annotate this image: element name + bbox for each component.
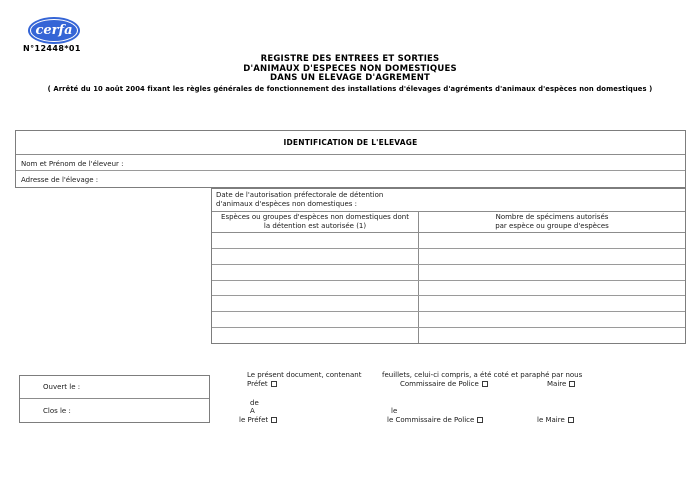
prefet-label: Préfet <box>247 380 268 388</box>
form-title-line2: D'ANIMAUX D'ESPECES NON DOMESTIQUES <box>243 63 457 74</box>
table-row <box>212 312 685 328</box>
species-cell[interactable] <box>212 281 419 296</box>
species-cell[interactable] <box>212 265 419 280</box>
closed-date-field[interactable] <box>20 399 209 422</box>
count-cell[interactable] <box>419 281 685 296</box>
count-column-header-line1: Nombre de spécimens autorisés <box>495 213 609 221</box>
table-row <box>212 328 685 343</box>
authorization-date-label-line1: Date de l'autorisation préfectorale de détention <box>216 191 384 199</box>
species-cell[interactable] <box>212 312 419 327</box>
table-column-headers <box>212 212 685 233</box>
table-row <box>212 233 685 249</box>
le-prefet-label: le Préfet <box>239 416 269 424</box>
maire-option <box>547 380 575 388</box>
breeder-name-label: Nom et Prénom de l'éleveur : <box>21 160 124 168</box>
authorization-date-field[interactable] <box>212 189 685 212</box>
le-prefet-checkbox[interactable] <box>271 417 277 423</box>
closed-date-label: Clos le : <box>43 406 71 415</box>
identification-header: IDENTIFICATION DE L'ELEVAGE <box>16 131 685 155</box>
cerfa-logo-text: cerfa <box>35 22 73 38</box>
species-column-header <box>212 212 419 232</box>
count-column-header-line2: par espèce ou groupe d'espèces <box>495 222 609 230</box>
commissaire-label: Commissaire de Police <box>400 380 479 388</box>
commissaire-option <box>400 380 488 388</box>
commissaire-checkbox[interactable] <box>482 381 488 387</box>
le-maire-checkbox[interactable] <box>568 417 574 423</box>
maire-checkbox[interactable] <box>569 381 575 387</box>
certification-intro-left: Le présent document, contenant <box>247 371 362 379</box>
le-label: le <box>391 407 398 415</box>
table-row <box>212 281 685 297</box>
le-maire-option <box>537 416 574 424</box>
cerfa-logo-icon <box>28 17 80 44</box>
table-row <box>212 249 685 265</box>
count-column-header <box>419 212 685 232</box>
species-column-header-line2: la détention est autorisée (1) <box>263 222 367 230</box>
breeding-address-label: Adresse de l'élevage : <box>21 176 99 184</box>
form-title-line3: DANS UN ELEVAGE D'AGREMENT <box>269 73 431 83</box>
register-dates-section <box>19 375 210 423</box>
de-label: de <box>250 399 259 407</box>
species-table-rows <box>212 233 685 343</box>
prefet-checkbox[interactable] <box>271 381 277 387</box>
identification-section <box>15 130 686 188</box>
le-commissaire-checkbox[interactable] <box>477 417 483 423</box>
species-cell[interactable] <box>212 328 419 343</box>
count-cell[interactable] <box>419 265 685 280</box>
le-prefet-option <box>239 416 277 424</box>
opened-date-label: Ouvert le : <box>43 383 81 391</box>
count-cell[interactable] <box>419 249 685 264</box>
table-row <box>212 265 685 281</box>
species-column-header-line1: Espèces ou groupes d'espèces non domestiques dont <box>221 213 409 221</box>
title-block <box>0 55 700 93</box>
count-cell[interactable] <box>419 233 685 248</box>
count-cell[interactable] <box>419 328 685 343</box>
le-commissaire-option <box>387 416 483 424</box>
form-number: N°12448*01 <box>23 44 81 53</box>
table-row <box>212 296 685 312</box>
le-maire-label: le Maire <box>537 416 565 424</box>
breeding-address-field[interactable] <box>16 171 685 186</box>
species-cell[interactable] <box>212 249 419 264</box>
le-commissaire-label: le Commissaire de Police <box>387 416 475 424</box>
count-cell[interactable] <box>419 296 685 311</box>
authorization-table <box>211 188 686 344</box>
breeder-name-field[interactable] <box>16 155 685 171</box>
authorization-date-label-line2: d'animaux d'espèces non domestiques : <box>216 199 358 208</box>
prefet-option <box>247 380 277 388</box>
species-cell[interactable] <box>212 296 419 311</box>
form-title-line1: REGISTRE DES ENTREES ET SORTIES <box>260 54 440 64</box>
a-label: A <box>250 407 255 415</box>
opened-date-field[interactable] <box>20 376 209 399</box>
form-subtitle: ( Arrêté du 10 août 2004 fixant les règles générales de fonctionnement des installations d'élevages d'agréments d'animaux d'espèces non domestiques ) <box>47 85 653 93</box>
certification-intro-right: feuillets, celui-ci compris, a été coté et paraphé par nous <box>382 371 583 379</box>
maire-label: Maire <box>547 380 567 388</box>
species-cell[interactable] <box>212 233 419 248</box>
count-cell[interactable] <box>419 312 685 327</box>
